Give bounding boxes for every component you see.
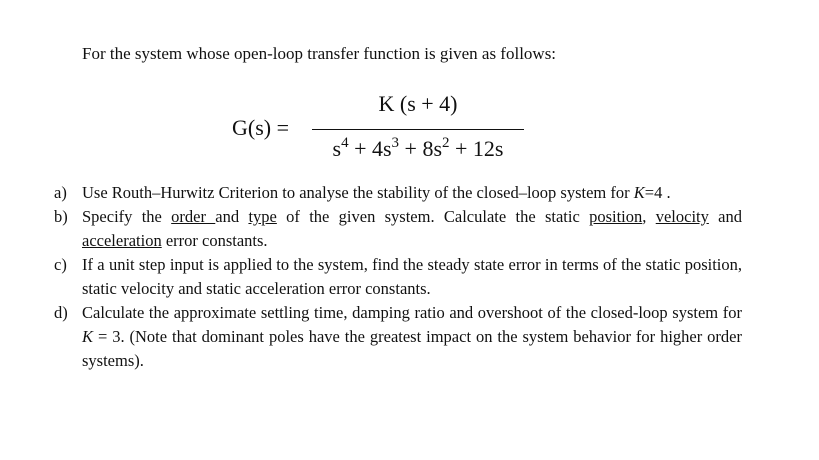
underlined-term-position: position [589,207,643,226]
question-text [82,253,742,301]
equation-numerator: K (s + 4) [378,91,458,116]
question-d [54,301,744,373]
question-label: c) [54,255,67,274]
text-run: Use Routh–Hurwitz Criterion to analyse the stability of the closed–loop system for [82,183,634,202]
question-list [54,181,744,373]
question-text [82,205,742,253]
text-run: of the given system. Calculate the static [276,207,590,226]
text-run: = 3. (Note that dominant poles have the greatest impact on the system behavior for higher order systems). [82,327,742,370]
den-term-2-prefix: + 4s [348,136,392,161]
intro-text: For the system whose open-loop transfer function is given as follows: [82,44,557,63]
den-term-3-exp: 2 [442,135,450,151]
den-term-1-exp: 4 [341,135,349,151]
den-term-3-prefix: + 8s [399,136,443,161]
variable-k: K [633,183,645,202]
question-label: a) [54,183,67,202]
den-term-1-base: s [332,136,342,161]
text-run: Specify the [82,207,172,226]
text-run: error constants. [161,231,268,250]
question-text [82,301,742,373]
text-run: and [708,207,743,226]
den-term-4: + 12s [449,136,504,161]
question-label: b) [54,207,68,226]
question-c [54,253,744,301]
variable-k: K [82,327,94,346]
equation-lhs: G(s) = [232,115,290,140]
text-run: and [215,207,249,226]
text-run: =4 . [644,183,671,202]
underlined-term-acceleration: acceleration [82,231,162,250]
text-run: Calculate the approximate settling time, damping ratio and overshoot of the closed-loop system for [82,303,742,322]
transfer-function-equation [0,90,819,170]
underlined-term-type: type [248,207,277,226]
question-label: d) [54,303,68,322]
underlined-term-velocity: velocity [655,207,709,226]
question-a [54,181,744,205]
text-run: , [642,207,656,226]
equation-fraction [312,90,524,170]
question-text [82,181,742,205]
equation-denominator [312,136,524,162]
question-b [54,205,744,253]
den-term-2-exp: 3 [391,135,400,151]
text-run: If a unit step input is applied to the system, find the steady state error in terms of the static position, static velocity and static acceleration error constants. [82,255,742,298]
underlined-term-order: order [171,207,216,226]
fraction-bar [312,129,524,130]
